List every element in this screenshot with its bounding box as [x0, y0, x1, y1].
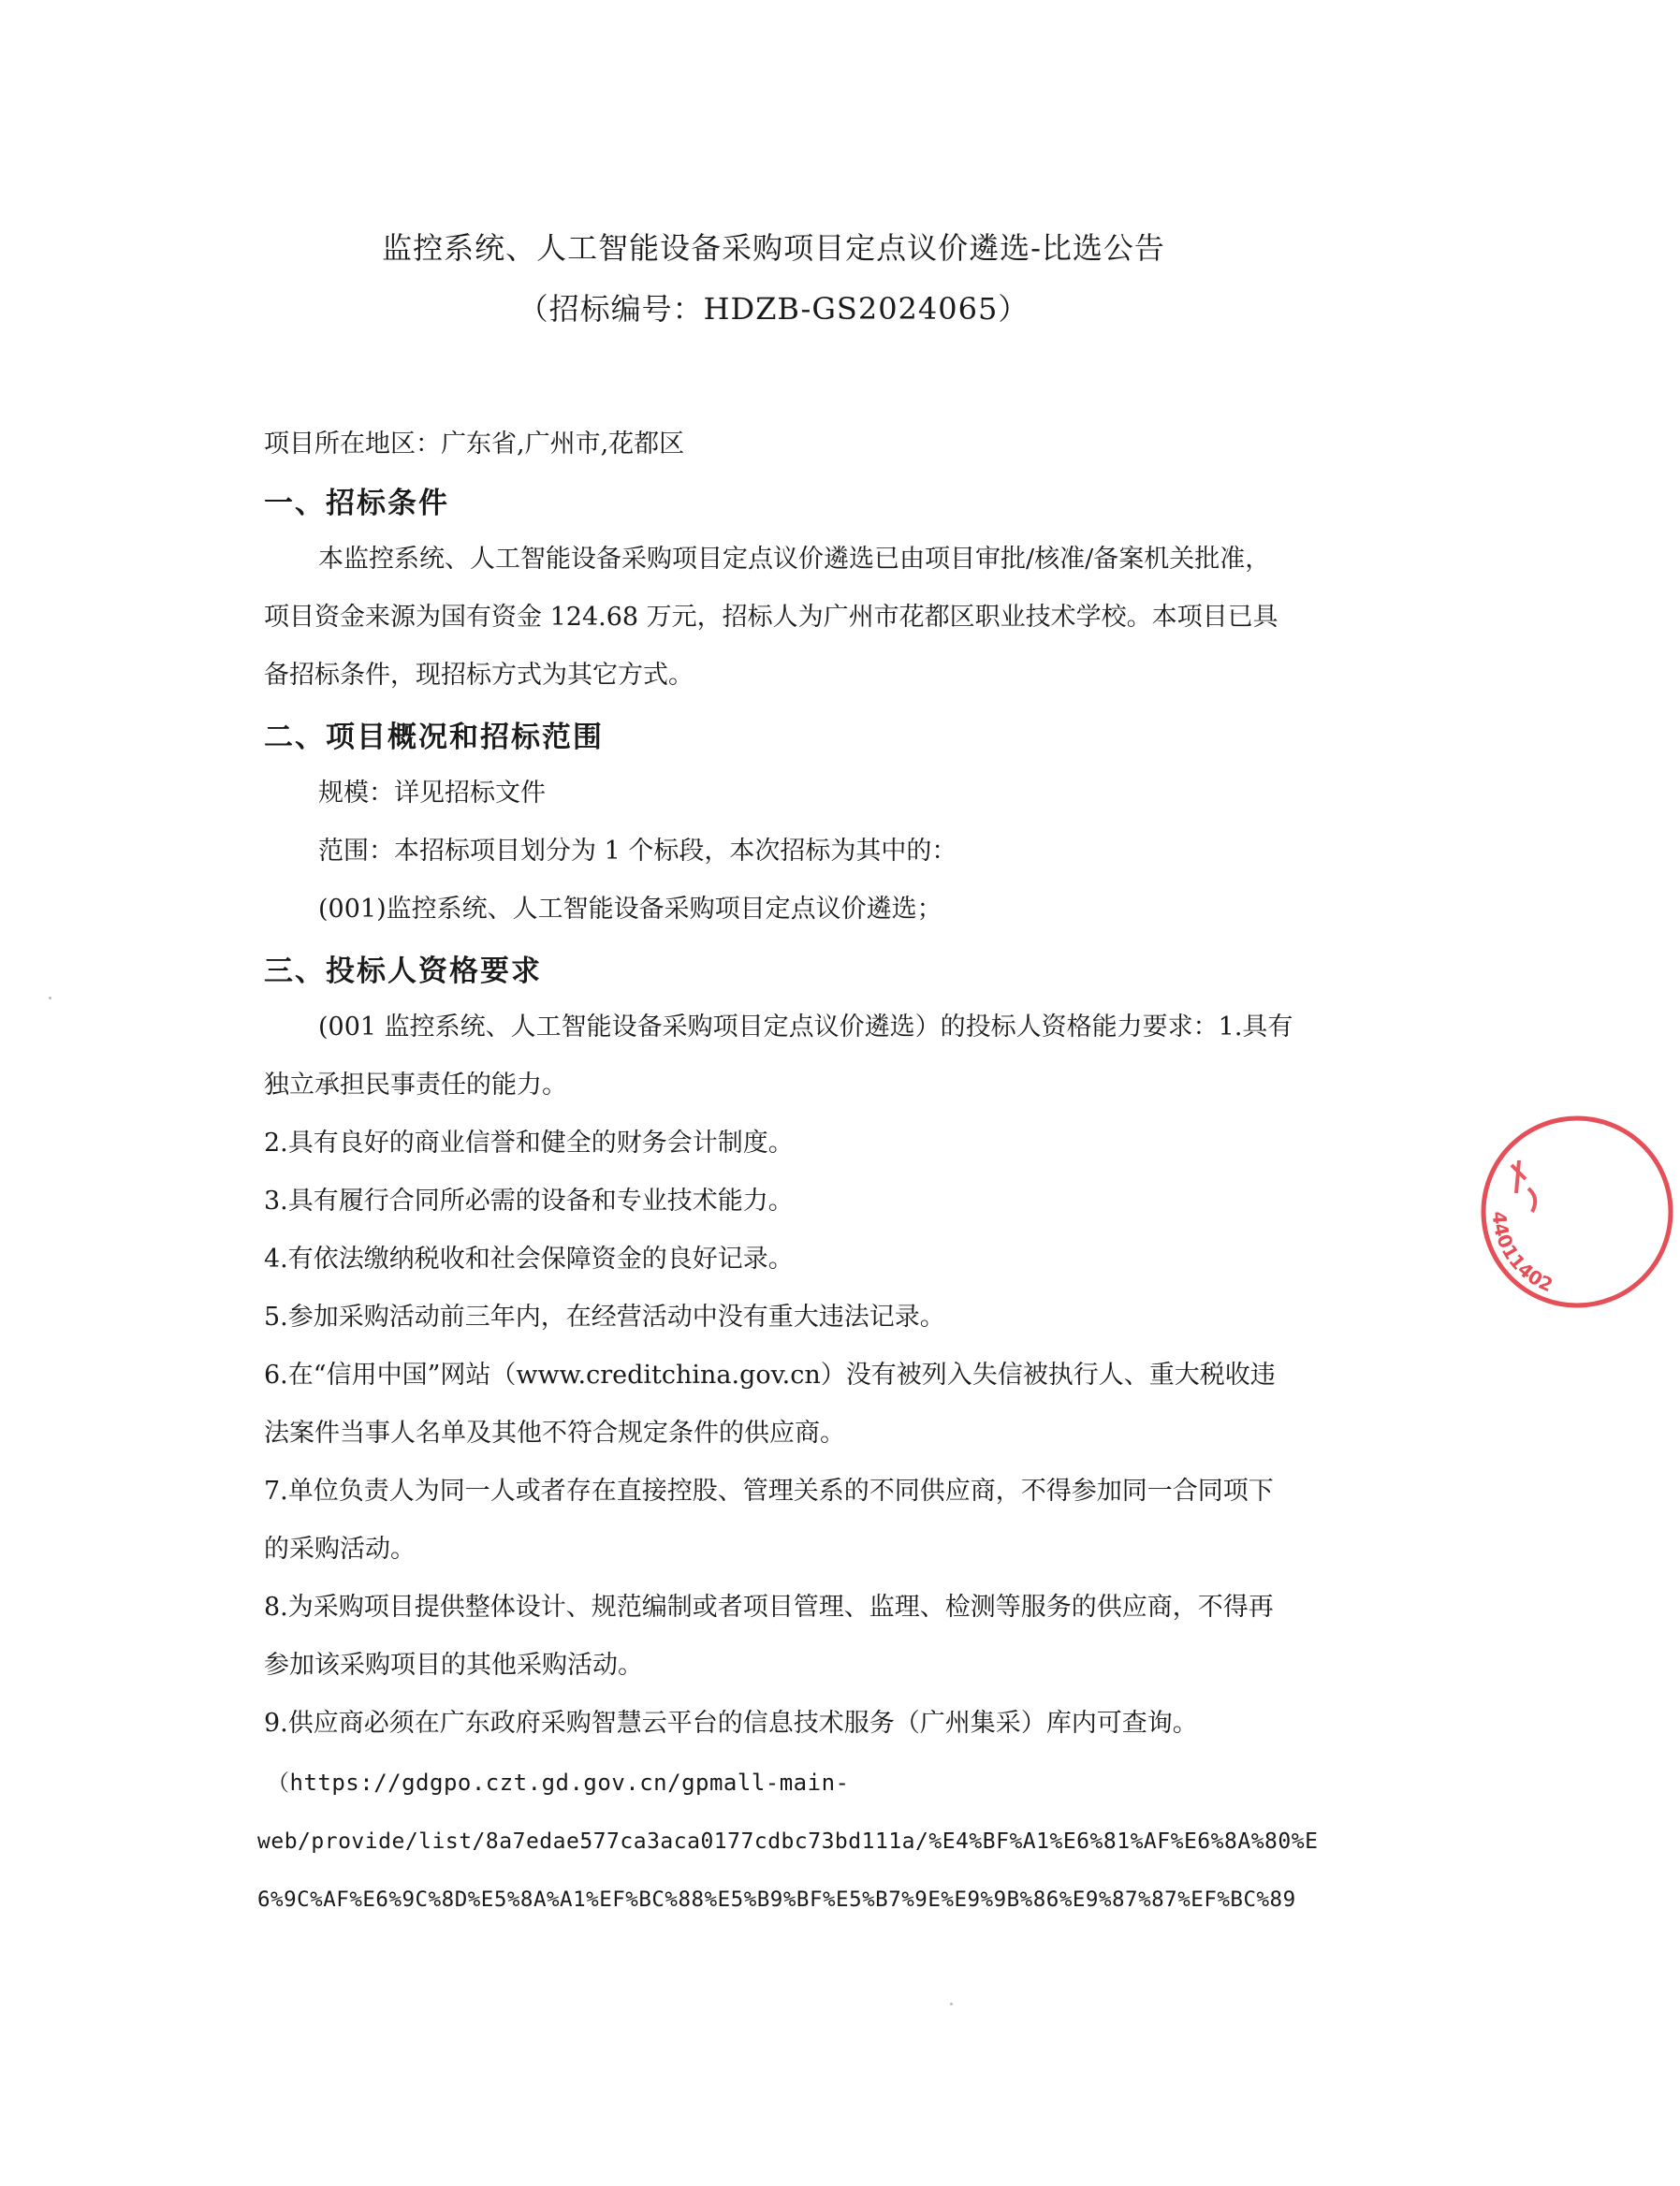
bid-number: （招标编号：HDZB-GS2024065） [518, 291, 1030, 327]
paragraph-line: (001 监控系统、人工智能设备采购项目定点议价遴选）的投标人资格能力要求：1.具有 [318, 1013, 1293, 1042]
url-line: web/provide/list/8a7edae577ca3aca0177cdbc73bd111a/%E4%BF%A1%E6%81%AF%E6%8A%80%E [257, 1829, 1319, 1854]
section-heading-project-overview: 二、项目概况和招标范围 [264, 721, 604, 754]
requirement-item: 6.在“信用中国”网站（www.creditchina.gov.cn）没有被列入失信被执行人、重大税收违 [264, 1361, 1276, 1390]
section-heading-bidder-qualifications: 三、投标人资格要求 [264, 955, 542, 988]
scale-line: 规模：详见招标文件 [318, 779, 546, 808]
requirement-item: 9.供应商必须在广东政府采购智慧云平台的信息技术服务（广州集采）库内可查询。 [264, 1709, 1198, 1738]
paragraph-line: 备招标条件，现招标方式为其它方式。 [264, 661, 694, 690]
paragraph-line: 本监控系统、人工智能设备采购项目定点议价遴选已由项目审批/核准/备案机关批准， [318, 545, 1271, 574]
requirement-item-continued: 法案件当事人名单及其他不符合规定条件的供应商。 [264, 1419, 845, 1448]
requirement-item: 4.有依法缴纳税收和社会保障资金的良好记录。 [264, 1245, 794, 1274]
lot-line: (001)监控系统、人工智能设备采购项目定点议价遴选； [318, 895, 942, 924]
url-line: （https://gdgpo.czt.gd.gov.cn/gpmall-main- [267, 1770, 850, 1796]
requirement-item: 5.参加采购活动前三年内，在经营活动中没有重大违法记录。 [264, 1303, 945, 1332]
requirement-item: 3.具有履行合同所必需的设备和专业技术能力。 [264, 1187, 794, 1216]
scan-speck [49, 997, 51, 999]
document-title: 监控系统、人工智能设备采购项目定点议价遴选-比选公告 [382, 230, 1165, 266]
seal-number: 44011402 [1487, 1210, 1556, 1297]
project-location: 项目所在地区：广东省,广州市,花都区 [264, 430, 685, 459]
svg-text:44011402 [1488, 1211, 1556, 1297]
requirement-item-continued: 参加该采购项目的其他采购活动。 [264, 1651, 643, 1680]
requirement-item: 2.具有良好的商业信誉和健全的财务会计制度。 [264, 1129, 794, 1158]
scan-speck [950, 2003, 953, 2005]
requirement-item: 8.为采购项目提供整体设计、规范编制或者项目管理、监理、检测等服务的供应商，不得再 [264, 1593, 1274, 1622]
requirement-item: 7.单位负责人为同一人或者存在直接控股、管理关系的不同供应商，不得参加同一合同项下 [264, 1477, 1274, 1506]
official-seal-stamp [1474, 1109, 1680, 1315]
paragraph-line: 独立承担民事责任的能力。 [264, 1071, 567, 1100]
requirement-item-continued: 的采购活动。 [264, 1535, 416, 1564]
scope-line: 范围：本招标项目划分为 1 个标段，本次招标为其中的： [318, 837, 957, 866]
section-heading-tender-conditions: 一、招标条件 [264, 487, 449, 520]
paragraph-line: 项目资金来源为国有资金 124.68 万元，招标人为广州市花都区职业技术学校。本项目已具 [264, 603, 1278, 632]
url-line: 6%9C%AF%E6%9C%8D%E5%8A%A1%EF%BC%88%E5%B9%BF%E5%B7%9E%E9%9B%86%E9%87%87%EF%BC%89 [257, 1887, 1296, 1912]
